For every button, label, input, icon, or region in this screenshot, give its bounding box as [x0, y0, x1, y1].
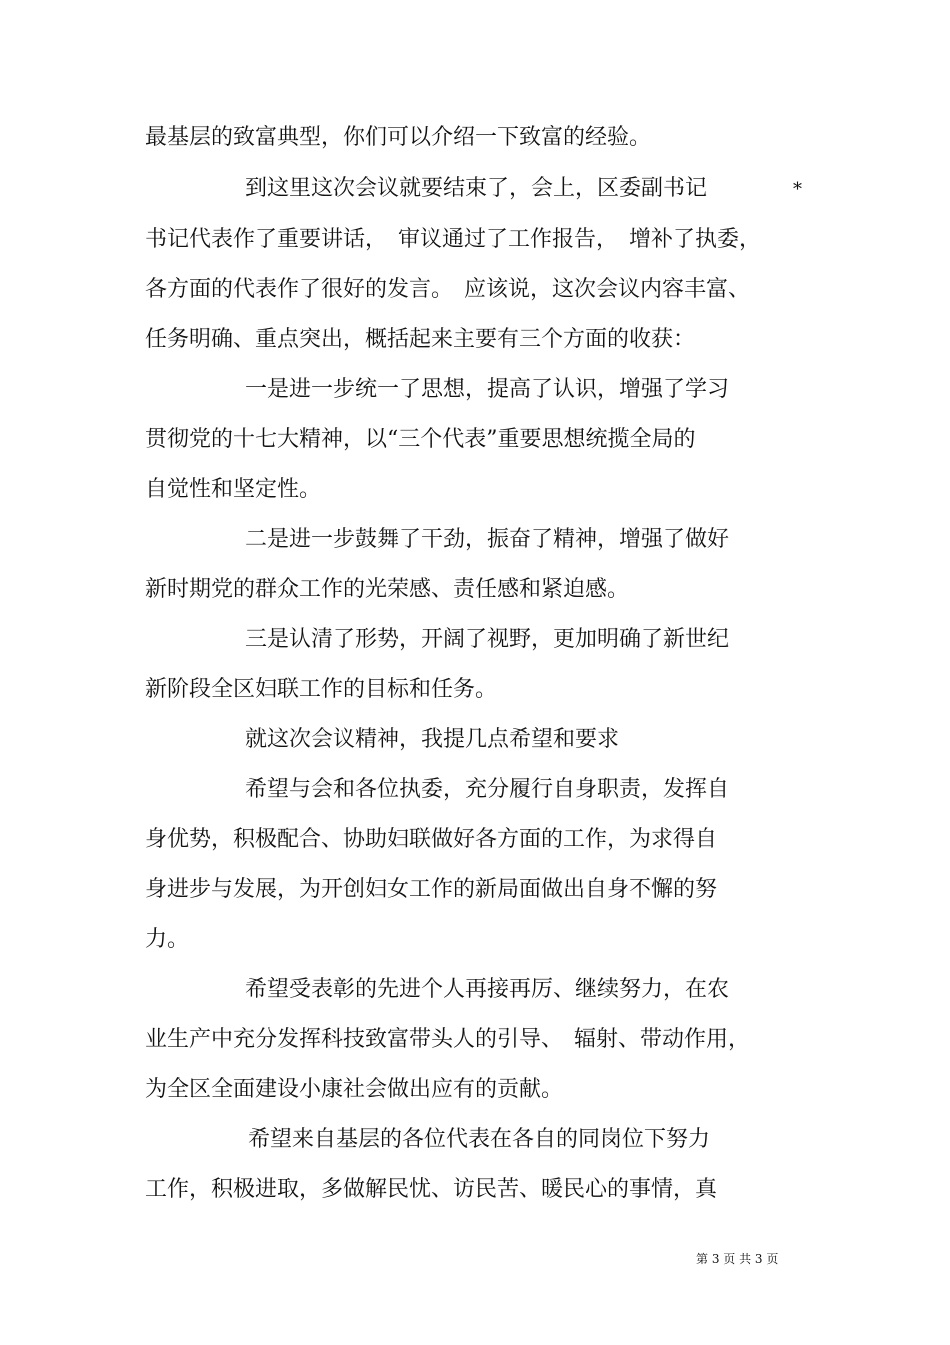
- text-line: 希望受表彰的先进个人再接再厉、继续努力，在农: [245, 977, 730, 1002]
- text-line: 就这次会议精神，我提几点希望和要求: [245, 727, 620, 752]
- text-line: 三是认清了形势，开阔了视野，更加明确了新世纪: [245, 627, 730, 652]
- text-line: 力。: [145, 927, 190, 952]
- asterisk-mark: *: [793, 179, 802, 200]
- text-line: 身进步与发展，为开创妇女工作的新局面做出自身不懈的努: [145, 877, 718, 902]
- text-line: 任务明确、重点突出，概括起来主要有三个方面的收获：: [145, 327, 696, 352]
- text-line: 工作，积极进取，多做解民忧、访民苦、暖民心的事情，真: [145, 1177, 718, 1202]
- text-line: 书记代表作了重要讲话， 审议通过了工作报告， 增补了执委，: [145, 227, 762, 252]
- text-line: 业生产中充分发挥科技致富带头人的引导、 辐射、带动作用，: [145, 1027, 751, 1052]
- text-line: 为全区全面建设小康社会做出应有的贡献。: [145, 1077, 564, 1102]
- text-line: 希望来自基层的各位代表在各自的同岗位下努力: [248, 1127, 711, 1152]
- text-line: 到这里这次会议就要结束了，会上，区委副书记: [245, 176, 708, 201]
- text-line: 贯彻党的十七大精神，以“三个代表”重要思想统揽全局的: [145, 427, 696, 452]
- text-line: 二是进一步鼓舞了干劲，振奋了精神，增强了做好: [245, 527, 730, 552]
- page-number-footer: 第 3 页 共 3 页: [696, 1252, 779, 1266]
- text-line: 新时期党的群众工作的光荣感、责任感和紧迫感。: [145, 577, 630, 602]
- text-line: 各方面的代表作了很好的发言。 应该说，这次会议内容丰富、: [145, 277, 751, 302]
- text-line: 新阶段全区妇联工作的目标和任务。: [145, 677, 498, 702]
- text-line: 自觉性和坚定性。: [145, 477, 322, 502]
- text-line: 希望与会和各位执委，充分履行自身职责，发挥自: [245, 777, 730, 802]
- text-line: 一是进一步统一了思想，提高了认识，增强了学习: [245, 377, 730, 402]
- text-line: 最基层的致富典型，你们可以介绍一下致富的经验。: [145, 125, 652, 150]
- text-line: 身优势，积极配合、协助妇联做好各方面的工作，为求得自: [145, 827, 718, 852]
